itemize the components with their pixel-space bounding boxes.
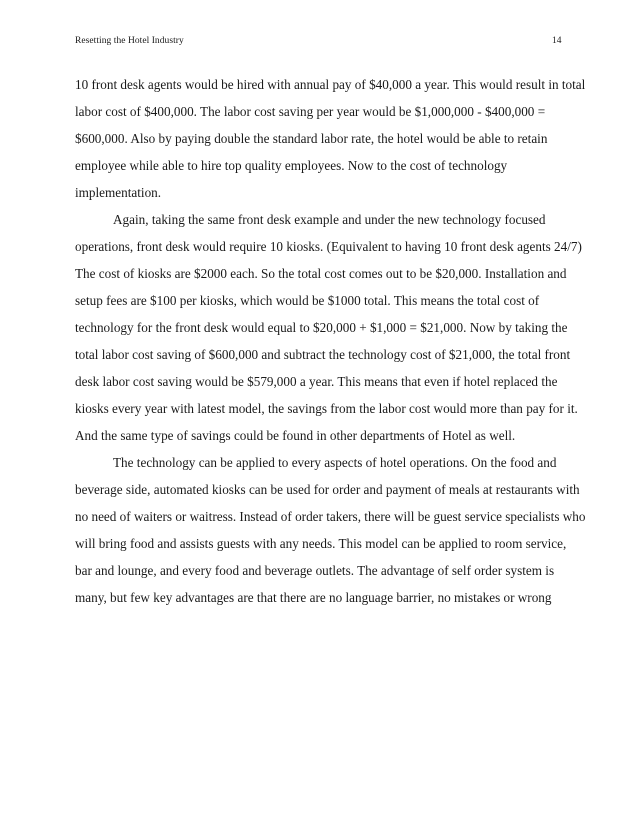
text-line: And the same type of savings could be found in other departments of Hotel as well. (75, 428, 516, 443)
text-line: Again, taking the same front desk example and under the new technology focused (113, 212, 546, 227)
text-line: $600,000. Also by paying double the standard labor rate, the hotel would be able to retain (75, 131, 548, 146)
text-line: desk labor cost saving would be $579,000 a year. This means that even if hotel replaced the (75, 374, 558, 389)
text-line: 10 front desk agents would be hired with annual pay of $40,000 a year. This would result in total (75, 77, 586, 92)
paragraph-1 (75, 75, 586, 210)
text-line: bar and lounge, and every food and beverage outlets. The advantage of self order system is (75, 563, 555, 578)
text-line: labor cost of $400,000. The labor cost saving per year would be $1,000,000 - $400,000 = (75, 104, 546, 119)
text-line: beverage side, automated kiosks can be used for order and payment of meals at restaurants with (75, 482, 580, 497)
text-line: will bring food and assists guests with any needs. This model can be applied to room service, (75, 536, 567, 551)
body-text (75, 75, 586, 615)
text-line: kiosks every year with latest model, the savings from the labor cost would more than pay for it. (75, 401, 578, 416)
text-line: no need of waiters or waitress. Instead of order takers, there will be guest service specialists who (75, 509, 586, 524)
running-head: Resetting the Hotel Industry (75, 36, 184, 46)
text-line: many, but few key advantages are that there are no language barrier, no mistakes or wrong (75, 590, 552, 605)
text-line: total labor cost saving of $600,000 and subtract the technology cost of $21,000, the total front (75, 347, 571, 362)
text-line: setup fees are $100 per kiosks, which would be $1000 total. This means the total cost of (75, 293, 540, 308)
text-line: The technology can be applied to every aspects of hotel operations. On the food and (113, 455, 557, 470)
text-line: implementation. (75, 185, 162, 200)
text-line: technology for the front desk would equal to $20,000 + $1,000 = $21,000. Now by taking the (75, 320, 568, 335)
text-line: The cost of kiosks are $2000 each. So the total cost comes out to be $20,000. Installation and (75, 266, 567, 281)
paragraph-2 (75, 210, 582, 453)
text-line: employee while able to hire top quality employees. Now to the cost of technology (75, 158, 508, 173)
text-line: operations, front desk would require 10 kiosks. (Equivalent to having 10 front desk agents 24/7) (75, 239, 582, 254)
page-number: 14 (552, 36, 562, 46)
paragraph-3 (75, 453, 586, 615)
